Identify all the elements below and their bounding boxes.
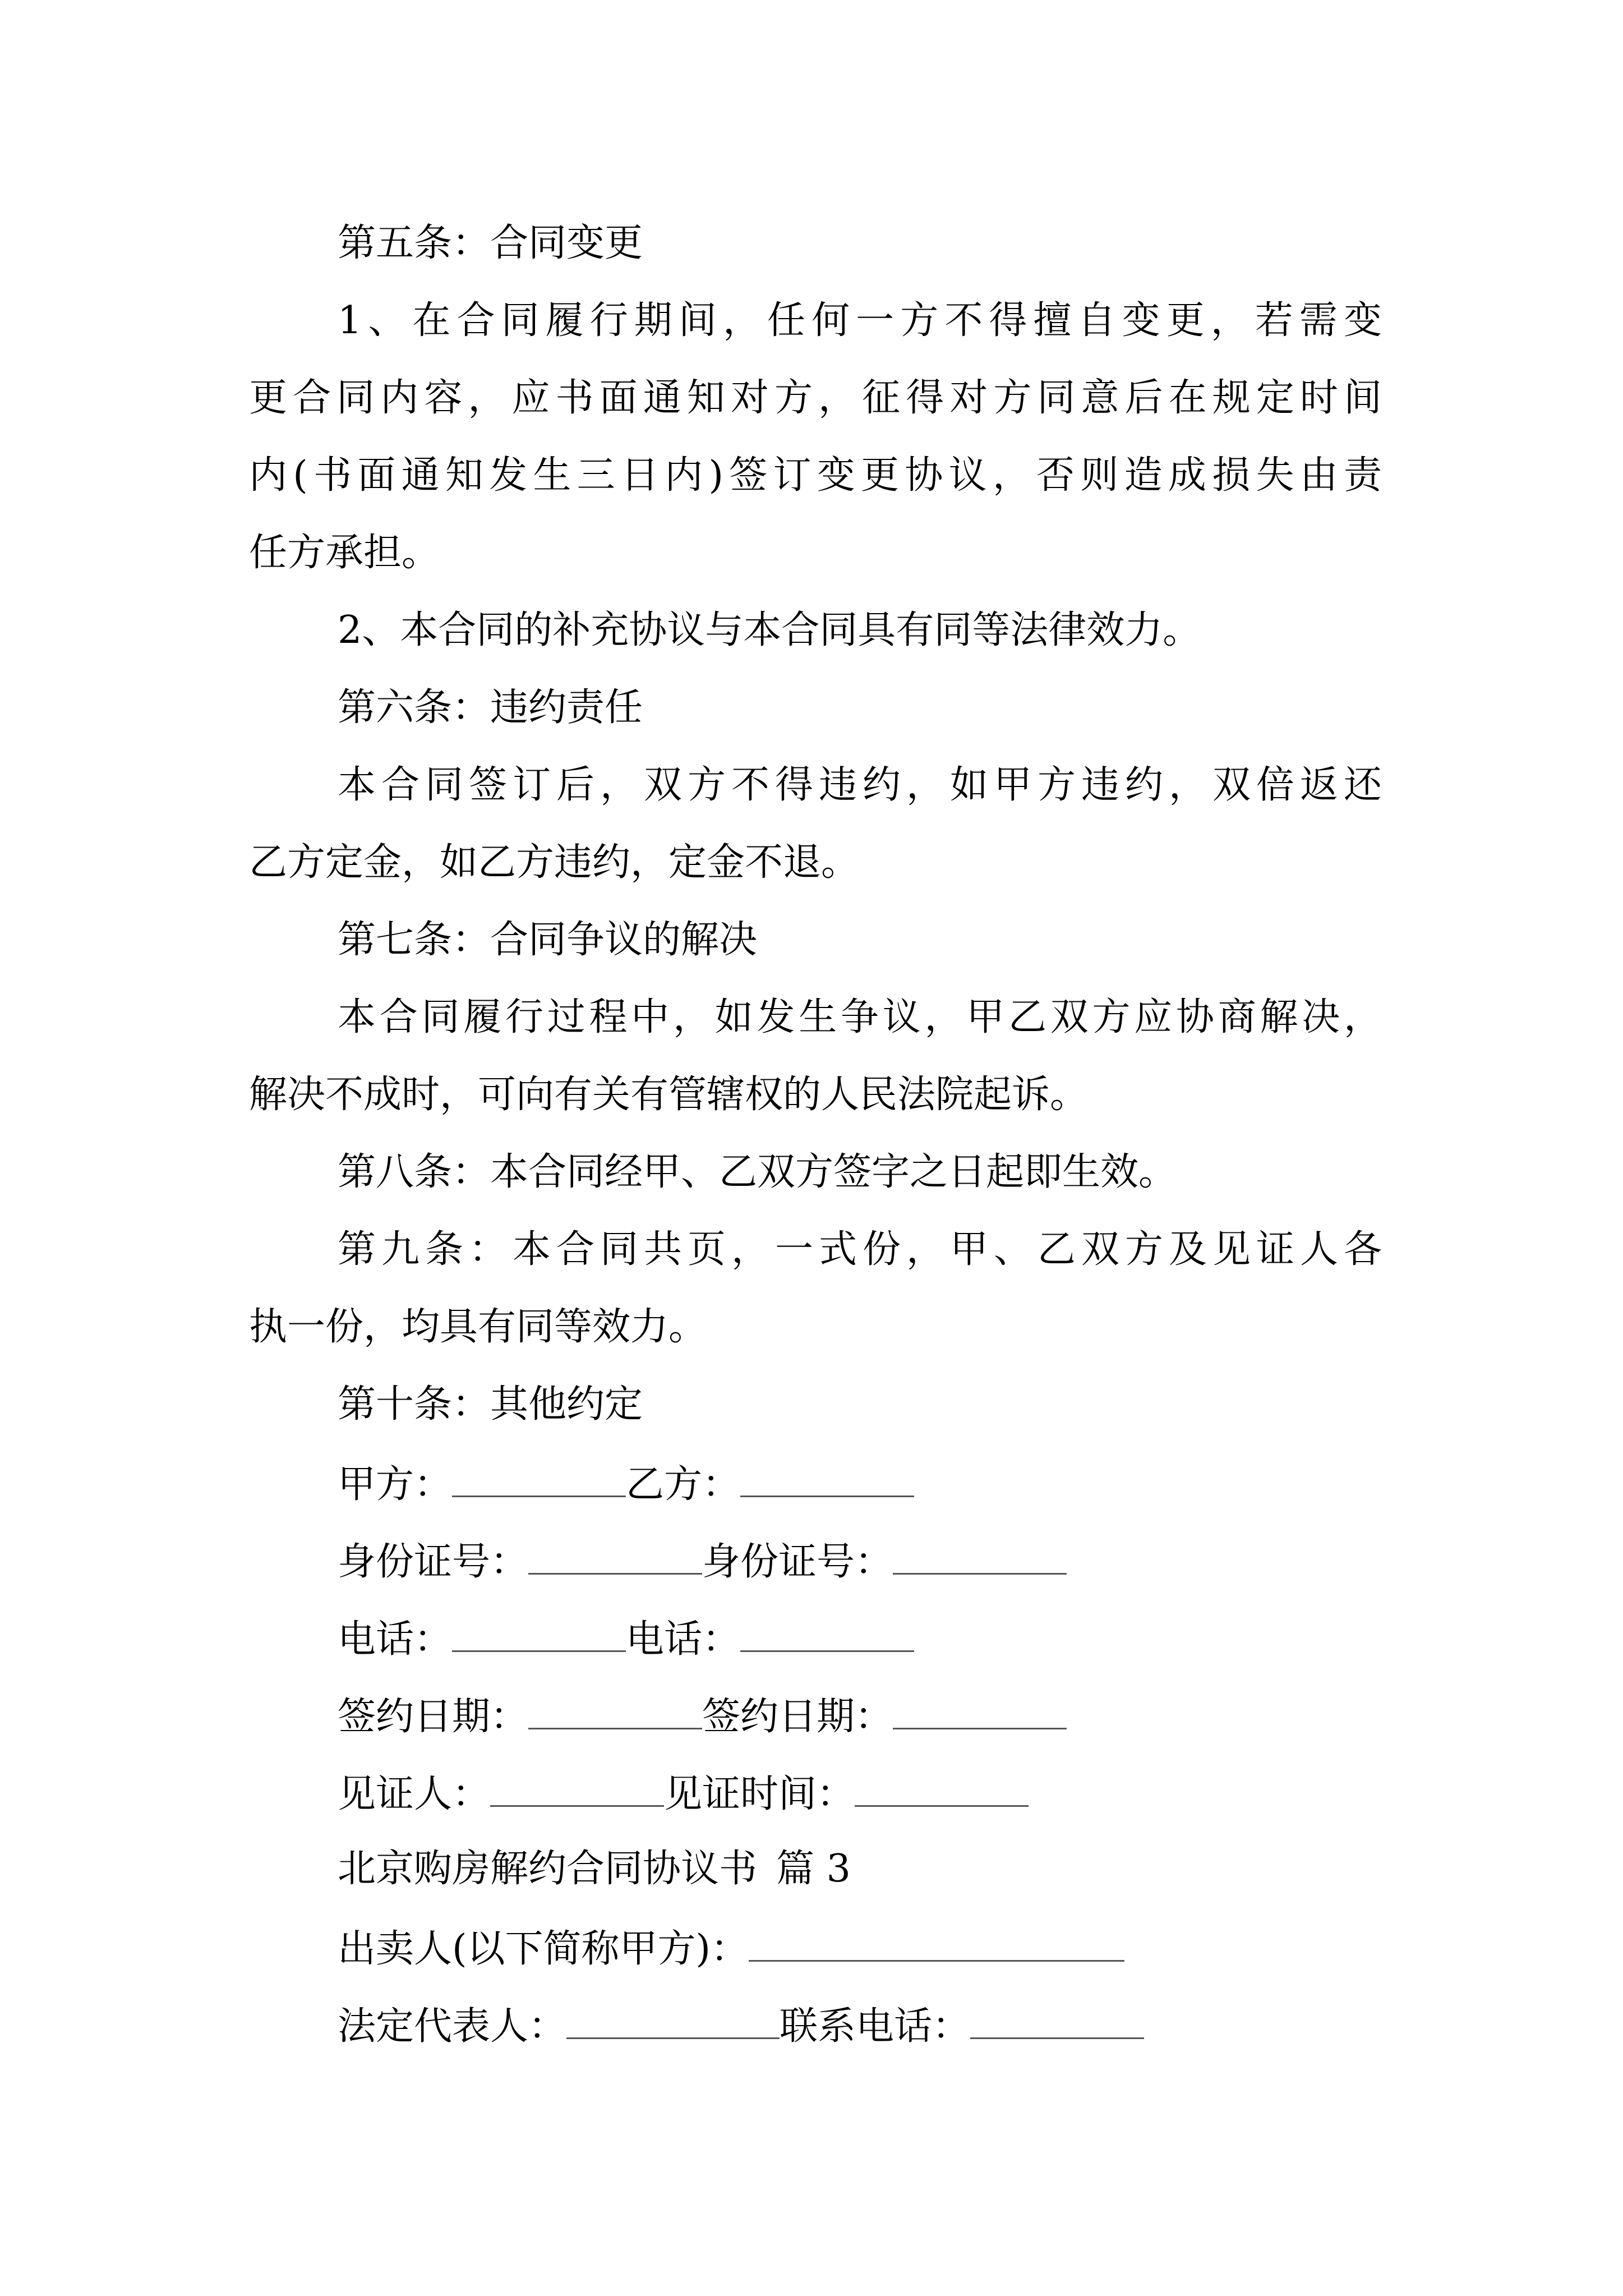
id-a-blank: [528, 1540, 702, 1575]
party-b-label: 乙方：: [626, 1462, 741, 1507]
paragraph-line: 2、本合同的补充协议与本合同具有同等法律效力。: [338, 608, 1201, 652]
article-6-heading: 第六条：违约责任: [338, 685, 643, 730]
phone-b-blank: [740, 1618, 914, 1652]
witness-time-blank: [855, 1773, 1029, 1807]
article-5-heading: 第五条：合同变更: [338, 221, 643, 265]
id-a-label: 身份证号：: [338, 1540, 529, 1584]
paragraph-line: 解决不成时，可向有关有管辖权的人民法院起诉。: [249, 1073, 1089, 1117]
id-b-label: 身份证号：: [702, 1540, 893, 1584]
id-b-blank: [893, 1540, 1067, 1575]
paragraph-line: 1、在合同履行期间，任何一方不得擅自变更，若需变: [338, 298, 1382, 343]
section-3-title: 北京购房解约合同协议书: [338, 1847, 758, 1891]
sign-date-a-blank: [528, 1695, 702, 1729]
paragraph-line: 执一份，均具有同等效力。: [249, 1305, 707, 1349]
paragraph-line: 乙方定金，如乙方违约，定金不退。: [249, 840, 860, 885]
paragraph-line: 任方承担。: [249, 531, 440, 575]
witness-time-label: 见证时间：: [664, 1772, 855, 1816]
sign-date-row: [338, 1695, 1067, 1739]
phone-b-label: 电话：: [626, 1617, 741, 1662]
article-7-heading: 第七条：合同争议的解决: [338, 918, 758, 962]
contact-phone-label: 联系电话：: [780, 2004, 971, 2049]
party-a-label: 甲方：: [338, 1462, 453, 1507]
sign-date-a-label: 签约日期：: [338, 1695, 529, 1739]
witness-blank: [490, 1773, 664, 1807]
section-3-suffix: 篇 3: [776, 1847, 851, 1891]
seller-blank: [749, 1927, 1124, 1962]
seller-row: [338, 1927, 1124, 1971]
sign-date-b-blank: [893, 1695, 1067, 1729]
article-10-heading: 第十条：其他约定: [338, 1382, 643, 1427]
id-row: [338, 1540, 1067, 1584]
paragraph-line: 本合同履行过程中，如发生争议，甲乙双方应协商解决，: [338, 995, 1382, 1039]
sign-date-b-label: 签约日期：: [702, 1695, 893, 1739]
paragraph-line: 第九条：本合同共页，一式份，甲、乙双方及见证人各: [338, 1227, 1382, 1272]
article-8-line: 第八条：本合同经甲、乙双方签字之日起即生效。: [338, 1150, 1177, 1194]
contact-phone-blank: [970, 2005, 1144, 2039]
paragraph-line: 更合同内容，应书面通知对方，征得对方同意后在规定时间: [249, 376, 1382, 420]
seller-label: 出卖人(以下简称甲方)：: [338, 1927, 749, 1971]
paragraph-line: 内(书面通知发生三日内)签订变更协议，否则造成损失由责: [249, 453, 1382, 498]
legal-rep-blank: [566, 2005, 780, 2039]
witness-label: 见证人：: [338, 1772, 491, 1816]
legal-rep-label: 法定代表人：: [338, 2004, 567, 2049]
phone-a-blank: [452, 1618, 626, 1652]
party-a-blank: [452, 1463, 626, 1497]
paragraph-line: 本合同签订后，双方不得违约，如甲方违约，双倍返还: [338, 763, 1382, 807]
section-3-title-row: [338, 1847, 851, 1891]
party-b-blank: [740, 1463, 914, 1497]
phone-row: [338, 1617, 914, 1662]
party-row: [338, 1462, 914, 1507]
legal-rep-row: [338, 2004, 1144, 2049]
witness-row: [338, 1773, 1029, 1814]
phone-a-label: 电话：: [338, 1617, 453, 1662]
